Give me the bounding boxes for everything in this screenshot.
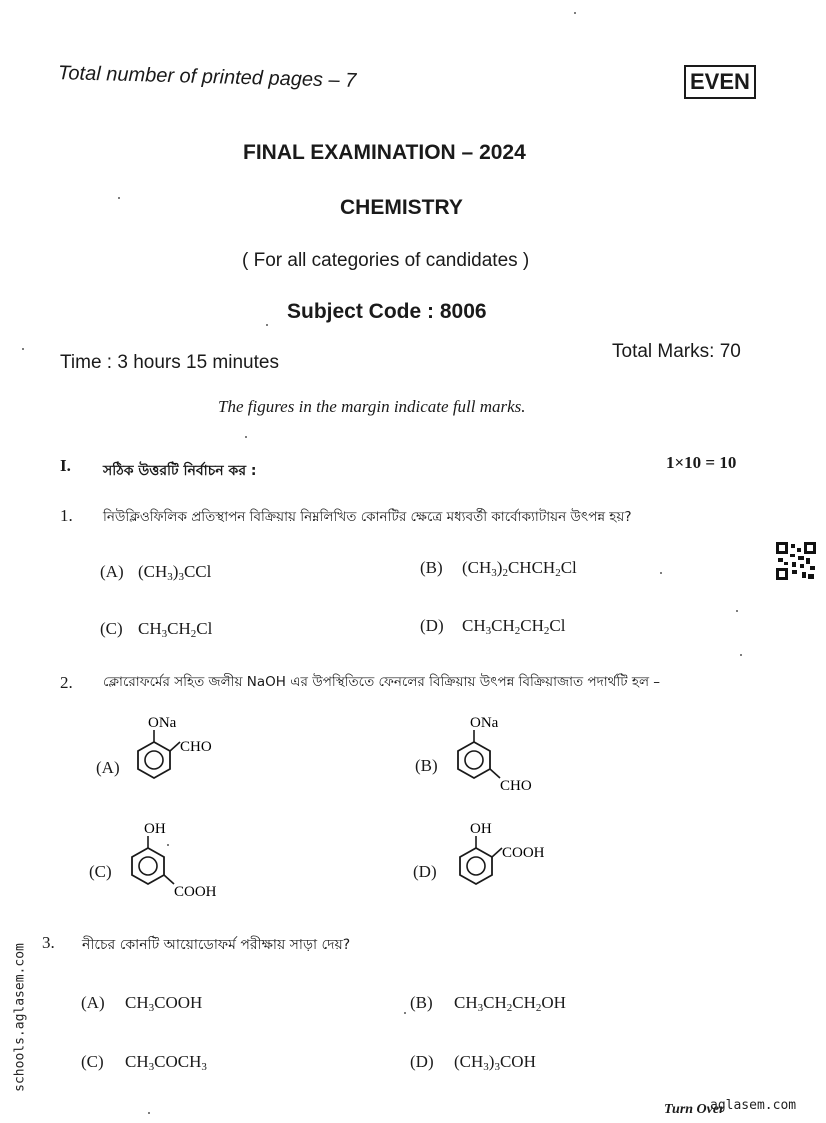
scan-speck [736,610,738,612]
section-instruction: সঠিক উত্তরটি নির্বাচন কর : [103,463,257,479]
question-3-option-b: (B) $CH_3CH_2CH_2OH$ [410,993,566,1014]
watermark-corner: aglasem.com [710,1098,797,1113]
categories-note: ( For all categories of candidates ) [242,250,530,271]
question-1-option-a: (A) $(CH_3)_3CCl$ [100,562,212,583]
scan-speck [660,572,662,574]
question-2-option-b-label: (B) [415,756,438,775]
scan-speck [167,844,169,846]
margin-note: The figures in the margin indicate full marks. [218,397,526,416]
question-3-option-d: (D) $(CH_3)_3COH$ [410,1052,536,1073]
question-2-number: 2. [60,673,73,692]
question-2-option-a-top-group: ONa [148,715,177,731]
question-2-option-b-top-group: ONa [470,715,499,731]
section-marks: 1×10 = 10 [666,453,737,472]
turn-over-note: Turn Over [664,1102,725,1117]
question-1-option-c: (C) $CH_3CH_2Cl$ [100,619,213,640]
time-allowed: Time : 3 hours 15 minutes [60,352,279,373]
question-1-option-d: (D) $CH_3CH_2CH_2Cl$ [420,616,566,637]
question-2-option-b-side-group: CHO [500,778,532,794]
question-2-text: ক্লোরোফর্মের সহিত জলীয় NaOH এর উপস্থিতিতে ফেনলের বিক্রিয়ায় উৎপন্ন বিক্রিয়াজাত পদার্থটি হল – [103,674,661,690]
question-3-number: 3. [42,933,55,952]
even-badge: EVEN [684,65,756,99]
question-2-option-a-label: (A) [96,758,120,777]
question-2-option-a-side-group: CHO [180,739,212,755]
question-1-number: 1. [60,506,73,525]
total-marks: Total Marks: 70 [612,341,741,362]
question-3-text: নীচের কোনটি আয়োডোফর্ম পরীক্ষায় সাড়া দেয়? [82,937,351,953]
scan-speck [404,1012,406,1014]
scan-speck [266,324,268,326]
qr-code-icon [776,542,816,580]
watermark-side: schools.aglasem.com [12,943,28,1092]
scan-speck [574,12,576,14]
scan-speck [245,436,247,438]
question-2-option-d-structure [452,818,562,908]
scan-speck [118,197,120,199]
question-2-option-d-side-group: COOH [502,845,545,861]
scan-speck [740,654,742,656]
question-2-option-b-structure [450,712,560,802]
section-number: I. [60,456,71,475]
scan-speck [22,348,24,350]
exam-title: FINAL EXAMINATION – 2024 [243,141,526,164]
question-1-text: নিউক্লিওফিলিক প্রতিস্থাপন বিক্রিয়ায় নিম্নলিখিত কোনটির ক্ষেত্রে মধ্যবর্তী কার্বোক্যাটায়ন উৎপন্ন হয়? [103,509,632,525]
question-2-option-c-structure [124,818,234,908]
subject-code: Subject Code : 8006 [287,300,487,323]
question-1-option-b: (B) $(CH_3)_2CHCH_2Cl$ [420,558,577,579]
question-3-option-c: (C) $CH_3COCH_3$ [81,1052,207,1073]
question-3-option-a: (A) $CH_3COOH$ [81,993,203,1014]
question-2-option-c-label: (C) [89,862,112,881]
scan-speck [148,1112,150,1114]
question-2-option-c-top-group: OH [144,821,166,837]
question-2-option-c-side-group: COOH [174,884,217,900]
question-2-option-a-structure [130,712,240,802]
subject-title: CHEMISTRY [340,196,463,219]
printed-pages-note: Total number of printed pages – 7 [57,62,357,92]
question-2-option-d-top-group: OH [470,821,492,837]
question-2-option-d-label: (D) [413,862,437,881]
